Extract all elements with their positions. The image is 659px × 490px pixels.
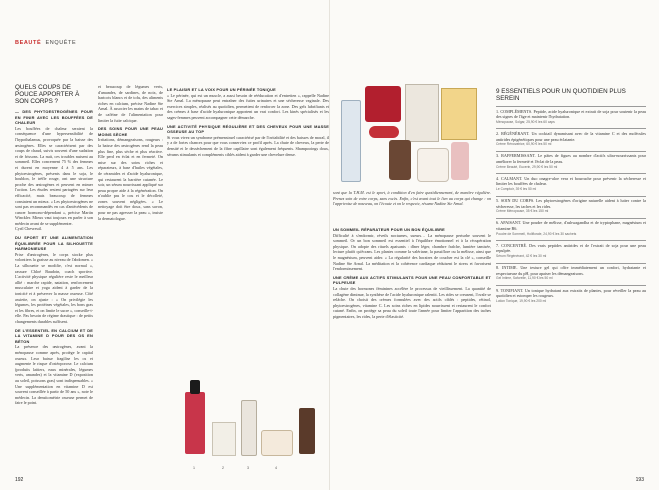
item-divider [496, 173, 646, 174]
item-divider [496, 218, 646, 219]
folio-right: 193 [635, 477, 644, 483]
essential-item-meta: Crème Ménopause, 35 € les 150 ml [496, 209, 549, 214]
figure-number-1: 1 [193, 466, 195, 470]
sidebar-title: 9 ESSENTIELS POUR UN QUOTIDIEN PLUS SEREIN [496, 88, 626, 102]
dropper-bottle [299, 408, 315, 454]
section-rubric [15, 40, 76, 46]
right-sidebar-essentials [496, 88, 646, 474]
figure-number-4: 4 [275, 466, 277, 470]
white-jar [417, 148, 449, 182]
body-paragraph: Prise d'œstrogènes, le corps stocke plus volontiers la graisse au niveau de l'abdomen. « La silhouette se modifie, c'est normal », rassure Chloé Baudoin, coach sportive. L'activité physique régulière reste le meilleur allié : marche rapide, natation, renforcement musculaire et yoga aident à garder de la tonicité et à préserver la masse osseuse. Côté assiette, on ajuste : « On privilégie les légumes, les protéines végétales, les bons gras et les fibres, et on limite le sucre », conseille-t-elle. Pas besoin de régime drastique : de petits changements durables suffisent. [15, 251, 93, 324]
essential-item-meta: Le Comptoir, 39 € les 50 ml [496, 186, 537, 191]
supplement-box [212, 422, 236, 456]
essential-item-text: 3. RAFFERMISSANT. Le pâtes de figues au nombre d'actifs ultra-nourrissants pour améliorer la fermeté et l'éclat de la peau. [496, 153, 646, 164]
body-paragraph: La chute des hormones féminines accélère le processus de vieillissement. La quantité de collagène diminue, la synthèse de l'acide hyaluronique ralentit. Les rides se creusent, l'ovale se relâche. On choisit des crèmes formulées avec des actifs ciblés : peptides, rétinol, phytoestrogènes, vitamine C. Les soins riches en lipides nourrissent et restaurent le confort cutané. Enfin, on protège sa peau du soleil toute l'année pour limiter l'apparition des taches pigmentaires, les rides, la perte d'élasticité. [333, 285, 491, 319]
spine-gutter [329, 0, 330, 490]
body-paragraph: La présence des œstrogènes, avant la ménopause comme après, protège le capital osseux. Leur baisse fragilise les os et augmente le risque d'ostéoporose. Le calcium (produits laitiers, eaux minérales, légumes verts, amandes) et la vitamine D (exposition au soleil, poissons gras) sont indispensables. « Une supplémentation en vitamine D est souvent conseillée à partir de 50 ans », note le médecin. La densitométrie osseuse permet de faire le point. [15, 344, 93, 406]
subheading: LE PLAISIR ET LA VOIX POUR UN PÉRINÉE TONIQUE [167, 87, 276, 92]
yellow-box [441, 88, 477, 140]
dropper-cap [190, 380, 200, 394]
red-jar-large [365, 86, 401, 122]
left-column-2 [98, 84, 163, 474]
essential-item-meta: Sérum Régénérant, 42 € les 30 ml [496, 254, 547, 259]
figure-number-2: 2 [222, 466, 224, 470]
body-paragraph: Irritations, démangeaisons, rougeurs : la baisse des œstrogènes rend la peau plus fine, plus sèche et plus réactive. Elle perd en éclat et en fermeté. On mise sur des soins riches et réparateurs, à base d'huiles végétales, de céramides et d'acide hyaluronique, qui restaurent la barrière cutanée. Le soir, un sérum nourrissant appliqué sur peau propre aide à la régénération. On n'oublie pas le cou et le décolleté, zones souvent négligées. « Le nettoyage doit être doux, sans savon, pour ne pas agresser la peau », insiste la dermatologue. [98, 137, 163, 221]
item-divider [496, 196, 646, 197]
left-column-1 [15, 84, 93, 474]
essential-item-text: 2. RÉGÉNÉRANT. Un cocktail dynamisant avec de la vitamine C et des molécules antirides épigénétiques pour une peau éclatante. [496, 130, 646, 142]
subheading: UN SOMMEIL RÉPARATEUR POUR UN BON ÉQUILIBRE [333, 227, 445, 232]
essential-item-text: 6. APAISANT. Une poudre de mélisse, d'ashwagandha et de tryptophane, magnésium et vitamine B6. [496, 220, 646, 232]
item-divider [496, 106, 646, 107]
subheading: DES SOINS POUR UNE PEAU MOINS SÈCHE [98, 126, 163, 137]
body-paragraph: Les bouffées de chaleur seraient la conséquence d'une hypersensibilité de l'hypothalamus, provoquée par la baisse des œstrogènes. Elles se caractérisent par des coups de chaud, suivis souvent d'une sudation et de frissons. La nuit, ces troubles nuisent au sommeil. Elles concernent 75 % des femmes et durent en moyenne 4 à 5 ans. Les phytoestrogènes, présents dans le soja, le houblon, le trèfle rouge, ont une structure proche des œstrogènes et peuvent en mimer l'action. Les études restent partagées sur leur efficacité, mais beaucoup de femmes constatent un mieux. « Les phytoestrogènes ne sont pas recommandés en cas d'antécédents de cancer hormono-dépendant », précise Martin Winckler. Mieux vaut toujours en parler à son médecin avant de se supplémenter. [15, 125, 93, 226]
item-divider [496, 151, 646, 152]
essential-item-meta: Ménopause, Solgar, 25,90 € les 60 caps [496, 119, 555, 124]
item-divider [496, 285, 646, 286]
article-headline: QUELS COUPS DE POUCE APPORTER À SON CORPS ? [15, 84, 80, 105]
right-column-1 [333, 224, 491, 472]
body-paragraph: Si vous vivez un syndrome prémenstruel caractérisé par de l'irritabilité et des baisses de moral, il y a de fortes chances pour que vous conserviez ce profil après. La chute de cheveux, la perte de densité et le dessèchement de la fibre capillaire sont également fréquents. Shampooings doux, sérums stimulants et compléments ciblés aident à garder une chevelure dense. [167, 134, 329, 157]
body-paragraph: Difficulté à s'endormir, réveils nocturnes, sueurs… La ménopause perturbe souvent le sommeil. Or un bon sommeil est essentiel à l'équilibre émotionnel et à la récupération physique. On adopte des rituels apaisants : dîner léger, chambre fraîche, lumière tamisée, lecture plutôt qu'écrans. Les plantes comme la valériane, la passiflore ou la mélisse, ainsi que le magnésium, peuvent aider. « La régularité des horaires de coucher est la clé », conseille Nadine Ste Arnal. La méditation et la cohérence cardiaque réduisent le stress et favorisent l'endormissement. [333, 232, 491, 272]
essential-item-meta: Gel Intime, Saforelle, 11,90 € les 50 ml [496, 276, 553, 281]
photo-caption-right [333, 190, 491, 207]
item-divider [496, 240, 646, 241]
box-holidermie [405, 84, 439, 142]
subheading: — DES PHYTOESTROGÈNES POUR EN FINIR AVEC LES BOUFFÉES DE CHALEUR [15, 109, 93, 126]
subheading: DU SPORT ET UNE ALIMENTATION ÉQUILIBRÉE POUR LA SILHOUETTE HARMONIEUSE [15, 235, 93, 252]
subheading: UNE CRÈME AUX ACTIFS STIMULANTS POUR UNE PEAU CONFORTABLE ET PULPEUSE [333, 274, 491, 286]
body-paragraph: Cyril Chevreuil. [15, 226, 42, 232]
essential-item-meta: Poudre de Sommeil, Holiflorale, 24,90 € les 30 sachets [496, 231, 577, 236]
subheading: DE L'ESSENTIEL EN CALCIUM ET DE LA VITAMINE D POUR DES OS EN BÉTON [15, 327, 93, 344]
product-photo-right [331, 78, 491, 186]
item-divider [496, 263, 646, 264]
body-paragraph: « Le périnée, qui est un muscle, a aussi besoin de rééducation et d'entretien », rappelle Nadine Ste Arnal. La ménopause peut entraîner des fuites urinaires et une sécheresse vaginale. Des exercices simples, réalisés au quotidien, permettent de renforcer la zone. Des gels lubrifiants et des crèmes à base d'acide hyaluronique apportent un vrai confort. Les kinés spécialisés et les sages-femmes peuvent accompagner cette démarche. [167, 92, 329, 120]
left-column-3 [167, 84, 329, 374]
figure-number-3: 3 [247, 466, 249, 470]
essential-item-text: 5. SOIN DU CORPS. Les phytoestrogènes d'origine naturelle aident à lutter contre la sécheresse, les taches et les rides. [496, 198, 646, 209]
rubric-category: ENQUÊTE [45, 40, 77, 46]
essential-item-meta: Lotion Tonique, 19,90 € les 200 ml [496, 298, 547, 303]
essential-item-text: 8. INTIME. Une texture gel qui offre immédiatement un confort, hydratante et respectueuse du pH, pour apaiser les démangeaisons. [496, 265, 646, 276]
essential-item-text: 9. TONIFIANT. Un tonique hydratant aux extraits de plantes, pour réveiller la peau au quotidien et estomper les rougeurs. [496, 287, 646, 299]
body-paragraph: et beaucoup de légumes verts, d'amandes, de sardines, de noix, de haricots blancs et de tofu, des aliments riches en calcium, précise Nadine Ste Arnal. À associer les mains de tabac et de caféine de l'alimentation pour limiter la fuite calcique. [98, 84, 163, 123]
rubric-section: BEAUTÉ [15, 40, 42, 46]
product-photo-left [167, 380, 329, 482]
subheading: UNE ACTIVITÉ PHYSIQUE RÉGULIÈRE ET DES CHEVEUX POUR UNE MASSE OSSEUSE AU TOP [167, 123, 329, 135]
essential-item-text: 4. CALMANT. Un duo onagre-aloe vera et bourrache pour prévenir la sécheresse et limiter les bouffées de chaleur. [496, 175, 646, 187]
caption-text: sont que la T.H.M. est le sport, à condition d'en faire quotidiennement, de manière régulière. Prenez soin de votre corps, sans excès. Enfin, c'est avant tout le lien au corps qui change : on l'apprivoise de nouveau, on l'écoute et on le respecte, résume Nadine Ste Arnal. [333, 190, 491, 206]
dropper-vial [389, 140, 411, 180]
pink-bottle [451, 142, 469, 180]
folio-left: 192 [15, 477, 24, 483]
red-jar-small [369, 126, 399, 138]
essential-item-meta: Crème Beauté, Eucerin, 29,90 € les 50 ml [496, 164, 558, 169]
cream-jar [261, 430, 293, 456]
serum-bottle-red [185, 392, 205, 454]
cream-tube-blue [341, 100, 361, 182]
essential-item-text: 7. CONCENTRÉ. Des vrais peptides antirides et de l'extrait de soja pour une peau repulpée. [496, 242, 646, 254]
essential-item-text: 1. COMPLÉMENTS. Peptide, acide hyaluronique et extrait de soja pour soutenir la peau des signes de l'âge et maintenir l'hydratation. [496, 108, 646, 120]
essential-item-meta: Crème Rénovatrice, 60,90 € les 50 ml [496, 142, 552, 147]
tube-product [241, 400, 257, 456]
item-divider [496, 128, 646, 129]
